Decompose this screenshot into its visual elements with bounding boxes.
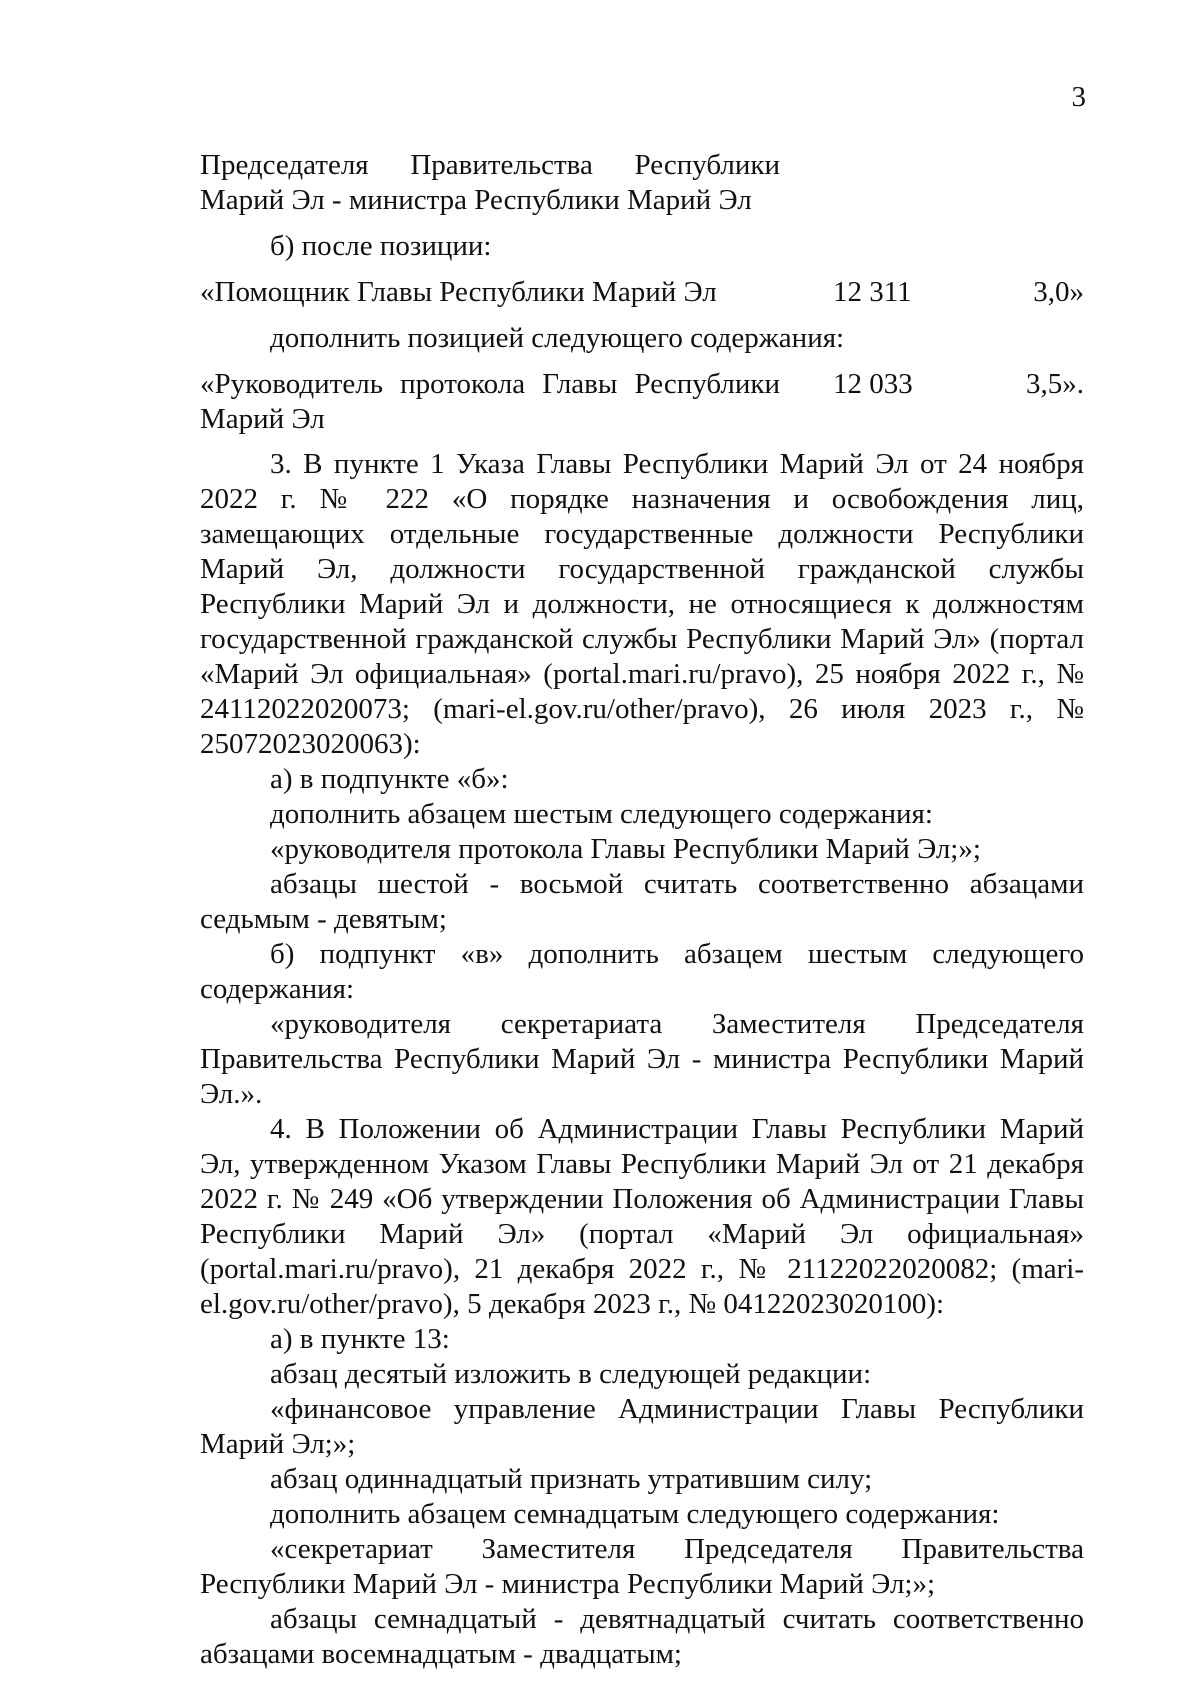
section-3-item-a-add: дополнить абзацем шестым следующего содержания: [270, 798, 933, 830]
position-coefficient: 3,5». [1026, 368, 1084, 400]
document-body [200, 148, 1084, 1672]
section-3-intro: 3. В пункте 1 Указа Главы Республики Марий Эл от 24 ноября 2022 г. № 222 «О порядке назначения и освобождения лиц, замещающих отдельные государственные должности Республики Марий Эл, должности государственной гражданской службы Республики Марий Эл и должности, не относящиеся к должностям государственной гражданской службы Республики Марий Эл» (портал «Марий Эл официальная» (portal.mari.ru/pravo), 25 ноября 2022 г., № 24112022020073; (mari-el.gov.ru/other/pravo), 26 июля 2023 г., № 25072023020063): [200, 448, 1084, 760]
position-coefficient: 3,0» [1033, 276, 1084, 308]
position-name: «Помощник Главы Республики Марий Эл [200, 276, 717, 308]
section-4-item-a-1-quote: «финансовое управление Администрации Главы Республики Марий Эл;»; [200, 1393, 1084, 1460]
section-4-item-a: а) в пункте 13: [270, 1323, 450, 1355]
position-code: 12 311 [833, 276, 912, 308]
section-4-item-a-4: абзацы семнадцатый - девятнадцатый считать соответственно абзацами восемнадцатым - двадцатым; [200, 1603, 1084, 1670]
carry-over-text: Председателя Правительства Республики Марий Эл - министра Республики Марий Эл [200, 149, 780, 216]
section-3-item-b: б) подпункт «в» дополнить абзацем шестым следующего содержания: [200, 938, 1084, 1005]
section-3-item-a-quote: «руководителя протокола Главы Республики Марий Эл;»; [270, 833, 981, 865]
position-code: 12 033 [833, 368, 913, 400]
position-row-assistant [200, 275, 1084, 310]
section-4-item-a-3: дополнить абзацем семнадцатым следующего содержания: [270, 1498, 1000, 1530]
supplement-line: дополнить позицией следующего содержания: [270, 322, 845, 354]
section-4-intro: 4. В Положении об Администрации Главы Республики Марий Эл, утвержденном Указом Главы Республики Марий Эл от 21 декабря 2022 г. № 249 «Об утверждении Положения об Администрации Главы Республики Марий Эл» (портал «Марий Эл официальная» (portal.mari.ru/pravo), 21 декабря 2022 г., № 21122022020082; (mari-el.gov.ru/other/pravo), 5 декабря 2023 г., № 04122023020100): [200, 1113, 1084, 1320]
section-3-item-a-renumber: абзацы шестой - восьмой считать соответственно абзацами седьмым - девятым; [200, 868, 1084, 935]
position-name: «Руководитель протокола Главы Республики Марий Эл [200, 368, 780, 435]
item-b-after-position: б) после позиции: [270, 230, 492, 262]
section-4-item-a-2: абзац одиннадцатый признать утратившим силу; [270, 1463, 873, 1495]
page-number: 3 [1071, 81, 1086, 113]
position-row-protocol [200, 367, 1084, 437]
section-3-item-b-quote: «руководителя секретариата Заместителя Председателя Правительства Республики Марий Эл - министра Республики Марий Эл.». [200, 1008, 1084, 1110]
section-4-item-a-3-quote: «секретариат Заместителя Председателя Правительства Республики Марий Эл - министра Республики Марий Эл;»; [200, 1533, 1084, 1600]
section-4-item-a-1: абзац десятый изложить в следующей редакции: [270, 1358, 872, 1390]
section-3-item-a: а) в подпункте «б»: [270, 763, 509, 795]
